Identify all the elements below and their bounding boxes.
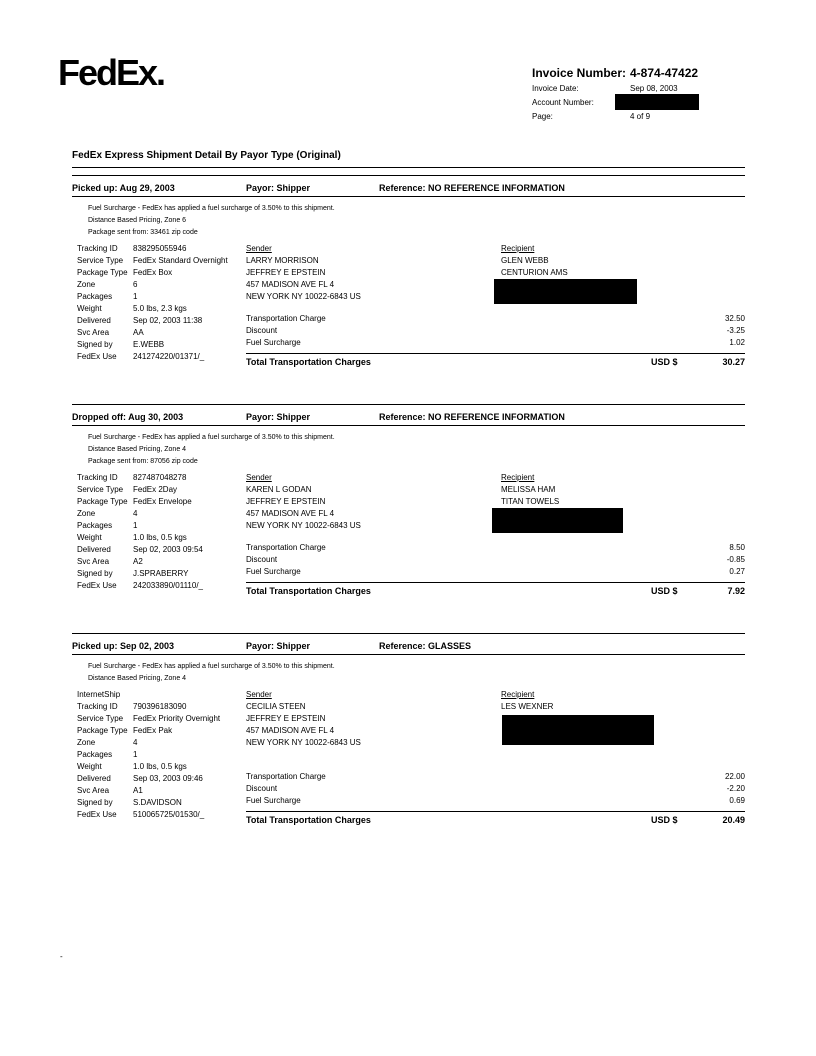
recipient-redaction: [494, 279, 637, 304]
field-value: 1: [133, 521, 138, 530]
invoice-number-label: Invoice Number:: [532, 66, 627, 80]
recipient-line: TITAN TOWELS: [501, 497, 560, 506]
field-label: Packages: [77, 750, 113, 759]
total-rule: [246, 582, 745, 583]
recipient-line: CENTURION AMS: [501, 268, 568, 277]
total-amount: 7.92: [727, 586, 745, 596]
field-label: Svc Area: [77, 786, 110, 795]
field-label: Signed by: [77, 569, 113, 578]
total-amount: 20.49: [722, 815, 745, 825]
field-value: E.WEBB: [133, 340, 165, 349]
sender-line: LARRY MORRISON: [246, 256, 319, 265]
total-currency: USD $: [651, 586, 678, 596]
charge-label: Fuel Surcharge: [246, 796, 301, 805]
sender-line: KAREN L GODAN: [246, 485, 312, 494]
account-number-label: Account Number:: [532, 98, 594, 107]
recipient-heading: Recipient: [501, 244, 535, 253]
shipment-note: Distance Based Pricing, Zone 4: [88, 675, 187, 682]
field-value: FedEx Priority Overnight: [133, 714, 221, 723]
field-label: FedEx Use: [77, 810, 117, 819]
charge-amount: -2.20: [726, 784, 745, 793]
field-value: 4: [133, 509, 138, 518]
field-label: Packages: [77, 521, 113, 530]
sender-line: NEW YORK NY 10022-6843 US: [246, 292, 361, 301]
shipment-date: Picked up: Sep 02, 2003: [72, 641, 175, 651]
section-head-rule: [72, 196, 745, 197]
field-label: Svc Area: [77, 328, 110, 337]
field-value: 1.0 lbs, 0.5 kgs: [133, 762, 187, 771]
field-value: 790396183090: [133, 702, 187, 711]
recipient-redaction: [502, 715, 654, 745]
shipment-note: Distance Based Pricing, Zone 6: [88, 217, 187, 224]
field-value: 4: [133, 738, 138, 747]
field-value: 838295055946: [133, 244, 187, 253]
charge-amount: 32.50: [724, 314, 745, 323]
field-label: Delivered: [77, 316, 111, 325]
field-value: FedEx 2Day: [133, 485, 178, 494]
section-top-rule: [72, 404, 745, 405]
field-value: Sep 03, 2003 09:46: [133, 774, 203, 783]
total-label: Total Transportation Charges: [246, 357, 371, 367]
shipment-note: Package sent from: 87056 zip code: [88, 458, 198, 465]
field-label: FedEx Use: [77, 352, 117, 361]
recipient-heading: Recipient: [501, 473, 535, 482]
shipment-note: Fuel Surcharge - FedEx has applied a fuel surcharge of 3.50% to this shipment.: [88, 205, 335, 212]
charge-label: Discount: [246, 555, 278, 564]
sender-line: NEW YORK NY 10022-6843 US: [246, 738, 361, 747]
sender-line: JEFFREY E EPSTEIN: [246, 714, 326, 723]
page-value: 4 of 9: [630, 112, 651, 121]
sender-line: 457 MADISON AVE FL 4: [246, 509, 335, 518]
field-value: FedEx Envelope: [133, 497, 192, 506]
field-value: 242033890/01110/_: [133, 581, 203, 590]
field-value: S.DAVIDSON: [133, 798, 182, 807]
charge-label: Discount: [246, 784, 278, 793]
field-value: Sep 02, 2003 11:38: [133, 316, 203, 325]
field-label: Weight: [77, 762, 102, 771]
recipient-heading: Recipient: [501, 690, 535, 699]
total-label: Total Transportation Charges: [246, 586, 371, 596]
shipment-payor: Payor: Shipper: [246, 183, 311, 193]
invoice-date-value: Sep 08, 2003: [630, 84, 678, 93]
sender-line: CECILIA STEEN: [246, 702, 306, 711]
shipment-date: Dropped off: Aug 30, 2003: [72, 412, 184, 422]
charge-amount: 0.69: [729, 796, 745, 805]
field-label: Service Type: [77, 485, 124, 494]
sender-heading: Sender: [246, 690, 272, 699]
invoice-number-value: 4-874-47422: [630, 66, 699, 80]
field-value: 510065725/01530/_: [133, 810, 205, 819]
charge-amount: 8.50: [729, 543, 745, 552]
total-rule: [246, 353, 745, 354]
shipment-date: Picked up: Aug 29, 2003: [72, 183, 175, 193]
field-value: Sep 02, 2003 09:54: [133, 545, 203, 554]
shipment-note: Distance Based Pricing, Zone 4: [88, 446, 187, 453]
footer-mark: -: [60, 952, 63, 961]
shipment-reference: Reference: NO REFERENCE INFORMATION: [379, 183, 565, 193]
charge-amount: -3.25: [726, 326, 745, 335]
field-label: Delivered: [77, 545, 111, 554]
field-label: Tracking ID: [77, 702, 118, 711]
shipment-payor: Payor: Shipper: [246, 412, 311, 422]
field-label: Weight: [77, 304, 102, 313]
field-value: 827487048278: [133, 473, 187, 482]
shipment-reference: Reference: NO REFERENCE INFORMATION: [379, 412, 565, 422]
field-label: Tracking ID: [77, 244, 118, 253]
field-label: Delivered: [77, 774, 111, 783]
logo-dot: .: [156, 52, 165, 93]
field-value: 1: [133, 292, 138, 301]
sender-line: JEFFREY E EPSTEIN: [246, 497, 326, 506]
charge-label: Discount: [246, 326, 278, 335]
field-label: Weight: [77, 533, 102, 542]
field-label: Service Type: [77, 714, 124, 723]
field-label: Package Type: [77, 497, 128, 506]
field-label: Zone: [77, 280, 96, 289]
field-value: 1: [133, 750, 138, 759]
charge-amount: 1.02: [729, 338, 745, 347]
charge-label: Transportation Charge: [246, 314, 326, 323]
sender-heading: Sender: [246, 244, 272, 253]
field-value: AA: [133, 328, 144, 337]
field-value: FedEx Pak: [133, 726, 173, 735]
total-label: Total Transportation Charges: [246, 815, 371, 825]
shipment-prefix: InternetShip: [77, 690, 121, 699]
shipment-payor: Payor: Shipper: [246, 641, 311, 651]
charge-amount: 22.00: [724, 772, 745, 781]
section-head-rule: [72, 425, 745, 426]
field-value: A1: [133, 786, 143, 795]
field-label: Tracking ID: [77, 473, 118, 482]
invoice-date-label: Invoice Date:: [532, 84, 579, 93]
field-label: FedEx Use: [77, 581, 117, 590]
sender-line: 457 MADISON AVE FL 4: [246, 280, 335, 289]
field-label: Package Type: [77, 726, 128, 735]
field-label: Signed by: [77, 798, 113, 807]
field-value: 241274220/01371/_: [133, 352, 205, 361]
field-label: Signed by: [77, 340, 113, 349]
shipment-reference: Reference: GLASSES: [379, 641, 472, 651]
field-value: A2: [133, 557, 143, 566]
total-currency: USD $: [651, 815, 678, 825]
shipment-note: Fuel Surcharge - FedEx has applied a fuel surcharge of 3.50% to this shipment.: [88, 434, 335, 441]
total-currency: USD $: [651, 357, 678, 367]
sender-line: 457 MADISON AVE FL 4: [246, 726, 335, 735]
field-value: FedEx Box: [133, 268, 173, 277]
charge-label: Fuel Surcharge: [246, 338, 301, 347]
section-head-rule: [72, 654, 745, 655]
section-top-rule: [72, 175, 745, 176]
sender-heading: Sender: [246, 473, 272, 482]
page-label: Page:: [532, 112, 553, 121]
field-label: Zone: [77, 738, 96, 747]
charge-amount: 0.27: [729, 567, 745, 576]
recipient-line: GLEN WEBB: [501, 256, 549, 265]
total-amount: 30.27: [722, 357, 745, 367]
charge-label: Transportation Charge: [246, 772, 326, 781]
field-value: 6: [133, 280, 138, 289]
total-rule: [246, 811, 745, 812]
field-label: Zone: [77, 509, 96, 518]
charge-amount: -0.85: [726, 555, 745, 564]
logo-text: FedEx: [58, 52, 157, 93]
recipient-redaction: [492, 508, 623, 533]
field-value: FedEx Standard Overnight: [133, 256, 228, 265]
field-label: Packages: [77, 292, 113, 301]
field-label: Svc Area: [77, 557, 110, 566]
recipient-line: LES WEXNER: [501, 702, 554, 711]
charge-label: Fuel Surcharge: [246, 567, 301, 576]
recipient-line: MELISSA HAM: [501, 485, 556, 494]
field-label: Package Type: [77, 268, 128, 277]
sender-line: NEW YORK NY 10022-6843 US: [246, 521, 361, 530]
field-value: J.SPRABERRY: [133, 569, 189, 578]
field-value: 1.0 lbs, 0.5 kgs: [133, 533, 187, 542]
doc-title: FedEx Express Shipment Detail By Payor Type (Original): [72, 150, 341, 161]
shipment-note: Fuel Surcharge - FedEx has applied a fuel surcharge of 3.50% to this shipment.: [88, 663, 335, 670]
field-value: 5.0 lbs, 2.3 kgs: [133, 304, 187, 313]
charge-label: Transportation Charge: [246, 543, 326, 552]
shipment-note: Package sent from: 33461 zip code: [88, 229, 198, 236]
field-label: Service Type: [77, 256, 124, 265]
section-top-rule: [72, 633, 745, 634]
sender-line: JEFFREY E EPSTEIN: [246, 268, 326, 277]
